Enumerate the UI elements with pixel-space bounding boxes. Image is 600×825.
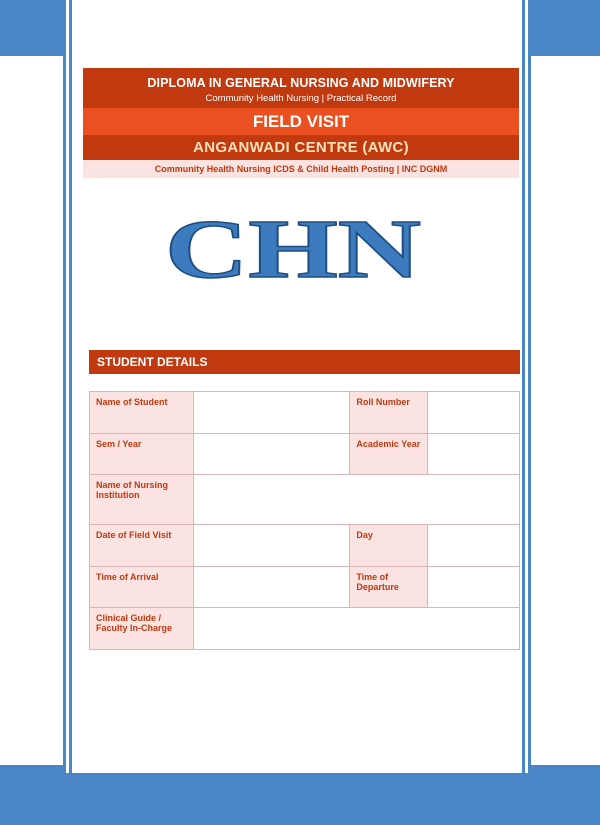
section-title: STUDENT DETAILS (97, 355, 208, 369)
page-title: FIELD VISIT (252, 112, 350, 131)
chn-logo-text: CHN (165, 204, 421, 292)
departure-time-label: Time of Departure (350, 567, 428, 608)
institution-field[interactable] (193, 475, 519, 525)
subject-band (83, 135, 519, 160)
roll-number-field[interactable] (428, 392, 520, 434)
sem-year-label: Sem / Year (90, 434, 194, 475)
day-field[interactable] (428, 525, 520, 567)
title-band (83, 108, 519, 135)
program-subtitle: Community Health Nursing | Practical Record (205, 93, 397, 104)
bottom-border-band (0, 765, 600, 825)
chn-logo (158, 204, 428, 292)
table-row (90, 608, 520, 650)
roll-number-label: Roll Number (350, 392, 428, 434)
table-row (90, 567, 520, 608)
page-tagline: Community Health Nursing ICDS & Child Health Posting | INC DGNM (154, 164, 448, 174)
student-details-table (89, 391, 520, 650)
program-header (83, 68, 519, 108)
clinical-guide-label: Clinical Guide / Faculty In-Charge (90, 608, 194, 650)
tagline-band (83, 160, 519, 178)
page-subject: ANGANWADI CENTRE (AWC) (193, 139, 409, 156)
left-border-rail (63, 0, 72, 773)
arrival-time-label: Time of Arrival (90, 567, 194, 608)
academic-year-field[interactable] (428, 434, 520, 475)
student-name-field[interactable] (193, 392, 350, 434)
clinical-guide-field[interactable] (193, 608, 519, 650)
student-name-label: Name of Student (90, 392, 194, 434)
institution-label: Name of Nursing Institution (90, 475, 194, 525)
day-label: Day (350, 525, 428, 567)
departure-time-field[interactable] (428, 567, 520, 608)
right-border-rail (522, 0, 531, 773)
table-row (90, 475, 520, 525)
table-row (90, 525, 520, 567)
visit-date-field[interactable] (193, 525, 350, 567)
table-row (90, 434, 520, 475)
program-title: DIPLOMA IN GENERAL NURSING AND MIDWIFERY (147, 76, 455, 90)
academic-year-label: Academic Year (350, 434, 428, 475)
student-details-section (89, 350, 520, 374)
visit-date-label: Date of Field Visit (90, 525, 194, 567)
sem-year-field[interactable] (193, 434, 350, 475)
arrival-time-field[interactable] (193, 567, 350, 608)
table-row (90, 392, 520, 434)
